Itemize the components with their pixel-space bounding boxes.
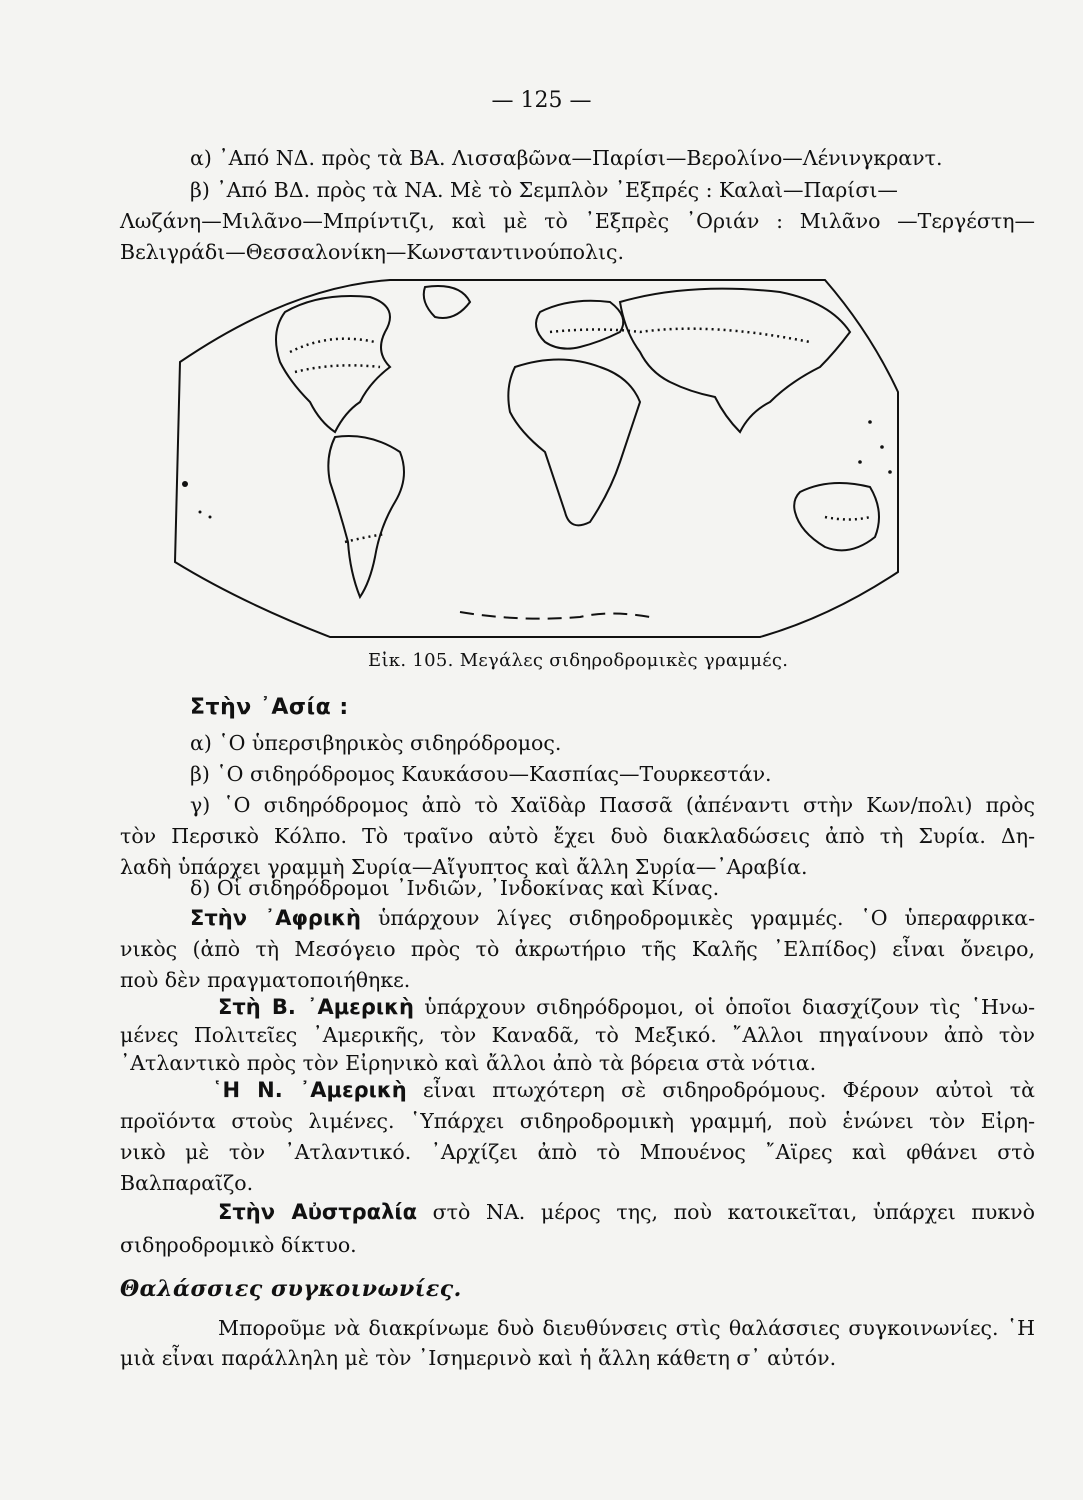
europe-outline <box>536 301 623 349</box>
australia-line-2: σιδηροδρομικὸ δίκτυο. <box>120 1233 357 1257</box>
island-dot <box>858 460 862 464</box>
asia-line-4: τὸν Περσικὸ Κόλπο. Τὸ τραῖνο αὐτὸ ἔχει δυὸ διακλαδώσεις ἀπὸ τὴ Συρία. Δη- <box>120 824 1035 848</box>
railway-transsiberian <box>550 329 810 342</box>
south-america-heading: ῾Η Ν. ᾿Αμερικὴ <box>212 1078 407 1102</box>
north-america-outline <box>276 296 390 432</box>
asia-outline <box>620 289 850 432</box>
world-railway-map <box>170 272 900 644</box>
intro-line-1: α) ᾿Από ΝΔ. πρὸς τὰ ΒΑ. Λισσαβῶνα—Παρίσι—Βερολίνο—Λένινγκραντ. <box>190 146 943 170</box>
australia-outline <box>794 483 879 550</box>
africa-line-1 <box>190 908 1035 929</box>
south-america-line-4: Βαλπαραῖζο. <box>120 1171 254 1195</box>
africa-line-3: ποὺ δὲν πραγματοποιήθηκε. <box>120 968 411 992</box>
africa-line-1-text: ὑπάρχουν λίγες σιδηροδρομικὲς γραμμές. ῾Ο ὑπεραφρικα- <box>361 906 1036 930</box>
south-america-outline <box>328 436 404 597</box>
page-number: — 125 — <box>491 88 592 113</box>
intro-line-2: β) ᾿Από ΒΔ. πρὸς τὰ ΝΑ. Μὲ τὸ Σεμπλὸν ᾿Εξπρές : Καλαὶ—Παρίσι— <box>190 178 898 202</box>
figure-caption: Εἰκ. 105. Μεγάλες σιδηροδρομικὲς γραμμές. <box>368 650 789 671</box>
asia-line-3: γ) ῾Ο σιδηρόδρομος ἀπὸ τὸ Χαϊδὰρ Πασσᾶ (ἀπέναντι στὴν Κων/πολι) πρὸς <box>190 793 1035 817</box>
north-america-line-3: ᾿Ατλαντικὸ πρὸς τὸν Εἰρηνικὸ καὶ ἄλλοι ἀπὸ τὰ βόρεια στὰ νότια. <box>120 1051 817 1075</box>
africa-line-2: νικὸς (ἀπὸ τὴ Μεσόγειο πρὸς τὸ ἀκρωτήριο τῆς Καλῆς ᾿Ελπίδος) εἶναι ὄνειρο, <box>120 937 1035 961</box>
island-dot <box>199 511 202 514</box>
australia-line-1 <box>218 1202 1035 1223</box>
railway-north-america <box>290 339 375 352</box>
sea-line-1: Μποροῦμε νὰ διακρίνωμε δυὸ διευθύνσεις στὶς θαλάσσιες συγκοινωνίες. ῾Η <box>218 1316 1035 1340</box>
asia-line-5: λαδὴ ὑπάρχει γραμμὴ Συρία—Αἴγυπτος καὶ ἄλλη Συρία—᾿Αραβία. <box>120 855 808 879</box>
greenland-outline <box>424 286 470 318</box>
asia-heading: Στὴν ᾿Ασία : <box>190 695 349 720</box>
intro-line-3: Λωζάνη—Μιλᾶνο—Μπρίντιζι, καὶ μὲ τὸ ᾿Εξπρὲς ᾿Οριάν : Μιλᾶνο —Τεργέστη— <box>120 209 1035 233</box>
south-america-line-1 <box>212 1080 1035 1101</box>
island-dot <box>182 481 188 487</box>
antarctica-outline <box>460 612 650 619</box>
south-america-line-1-text: εἶναι πτωχότερη σὲ σιδηροδρόμους. Φέρουν αὐτοὶ τὰ <box>406 1078 1035 1102</box>
railway-australia <box>825 517 870 520</box>
map-outline <box>175 280 898 637</box>
south-america-line-2: προϊόντα στοὺς λιμένες. ῾Υπάρχει σιδηροδρομικὴ γραμμή, ποὺ ἑνώνει τὸν Εἰρη- <box>120 1109 1035 1133</box>
australia-heading: Στὴν Αὐστραλία <box>218 1200 418 1224</box>
island-dot <box>880 445 884 449</box>
north-america-line-2: μένες Πολιτεῖες ᾿Αμερικῆς, τὸν Καναδᾶ, τὸ Μεξικό. ῎Αλλοι πηγαίνουν ἀπὸ τὸν <box>120 1023 1035 1047</box>
north-america-heading: Στὴ Β. ᾿Αμερικὴ <box>218 995 414 1019</box>
island-dot <box>209 516 212 519</box>
asia-line-1: α) ῾Ο ὑπερσιβηρικὸς σιδηρόδρομος. <box>190 731 562 755</box>
sea-line-2: μιὰ εἶναι παράλληλη μὲ τὸν ᾿Ισημερινὸ καὶ ἡ ἄλλη κάθετη σ᾿ αὐτόν. <box>120 1346 837 1370</box>
south-america-line-3: νικὸ μὲ τὸν ᾿Ατλαντικό. ᾿Αρχίζει ἀπὸ τὸ Μπουένος ῎Αϊρες καὶ φθάνει στὸ <box>120 1140 1035 1164</box>
africa-heading: Στὴν ᾿Αφρικὴ <box>190 906 362 930</box>
sea-heading: Θαλάσσιες συγκοινωνίες. <box>120 1276 462 1302</box>
north-america-line-1-text: ὑπάρχουν σιδηρόδρομοι, οἱ ὁποῖοι διασχίζουν τὶς ῾Ηνω- <box>413 995 1035 1019</box>
asia-line-6: δ) Οἱ σιδηρόδρομοι ᾿Ινδιῶν, ᾿Ινδοκίνας καὶ Κίνας. <box>190 876 720 900</box>
north-america-line-1 <box>218 997 1035 1018</box>
australia-line-1-text: στὸ ΝΑ. μέρος της, ποὺ κατοικεῖται, ὑπάρχει πυκνὸ <box>417 1200 1035 1224</box>
asia-line-2: β) ῾Ο σιδηρόδρομος Καυκάσου—Κασπίας—Τουρκεστάν. <box>190 762 772 786</box>
island-dot <box>888 470 892 474</box>
railway-north-america-2 <box>295 365 380 372</box>
intro-line-4: Βελιγράδι—Θεσσαλονίκη—Κωνσταντινούπολις. <box>120 240 625 264</box>
africa-outline <box>508 360 640 526</box>
island-dot <box>868 420 872 424</box>
